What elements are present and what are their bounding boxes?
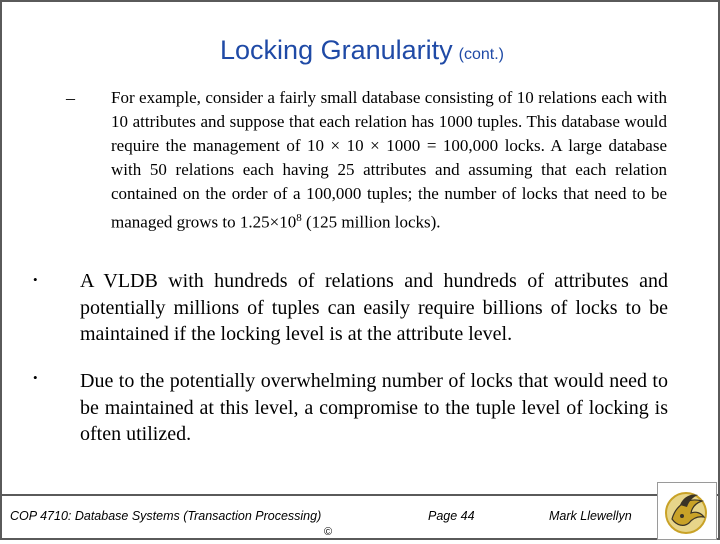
- bullet-marker: •: [33, 272, 38, 287]
- footer-divider: [2, 494, 718, 496]
- bullet-text: Due to the potentially overwhelming number of locks that would need to be maintained at this level, a compromise to the tuple level of locking is often utilized.: [80, 370, 668, 445]
- bullet-text: A VLDB with hundreds of relations and hundreds of attributes and potentially millions of tuples can easily require billions of locks to be maintained if the locking level is at the attribute level.: [80, 270, 668, 345]
- footer-author: Mark Llewellyn: [549, 509, 632, 523]
- title-main: Locking Granularity: [220, 35, 453, 65]
- footer-page-number: Page 44: [428, 509, 475, 523]
- title-suffix: (cont.): [458, 46, 504, 63]
- sub-bullet-tail: (125 million locks).: [301, 212, 441, 232]
- sub-bullet-text: [111, 86, 667, 235]
- bullet-marker: •: [33, 370, 38, 385]
- sub-bullet-marker: –: [66, 88, 75, 108]
- footer-course: COP 4710: Database Systems (Transaction Processing): [10, 509, 322, 523]
- ucf-pegasus-logo-icon: [657, 482, 717, 540]
- sub-bullet-body: For example, consider a fairly small database consisting of 10 relations each with 10 attributes and suppose that each relation has 1000 tuples. This database would require the management of 10 × 10 × 1000 = 100,000 locks. A large database with 50 relations each having 25 attributes and assuming that each relation contained on the order of a 100,000 tuples; the number of locks that need to be managed grows to 1.25×10: [111, 88, 667, 232]
- slide-title: [2, 32, 720, 73]
- sub-bullet-exponent: 8: [296, 212, 302, 224]
- footer-copyright: ©: [324, 526, 333, 538]
- logo-graphic: [658, 483, 716, 539]
